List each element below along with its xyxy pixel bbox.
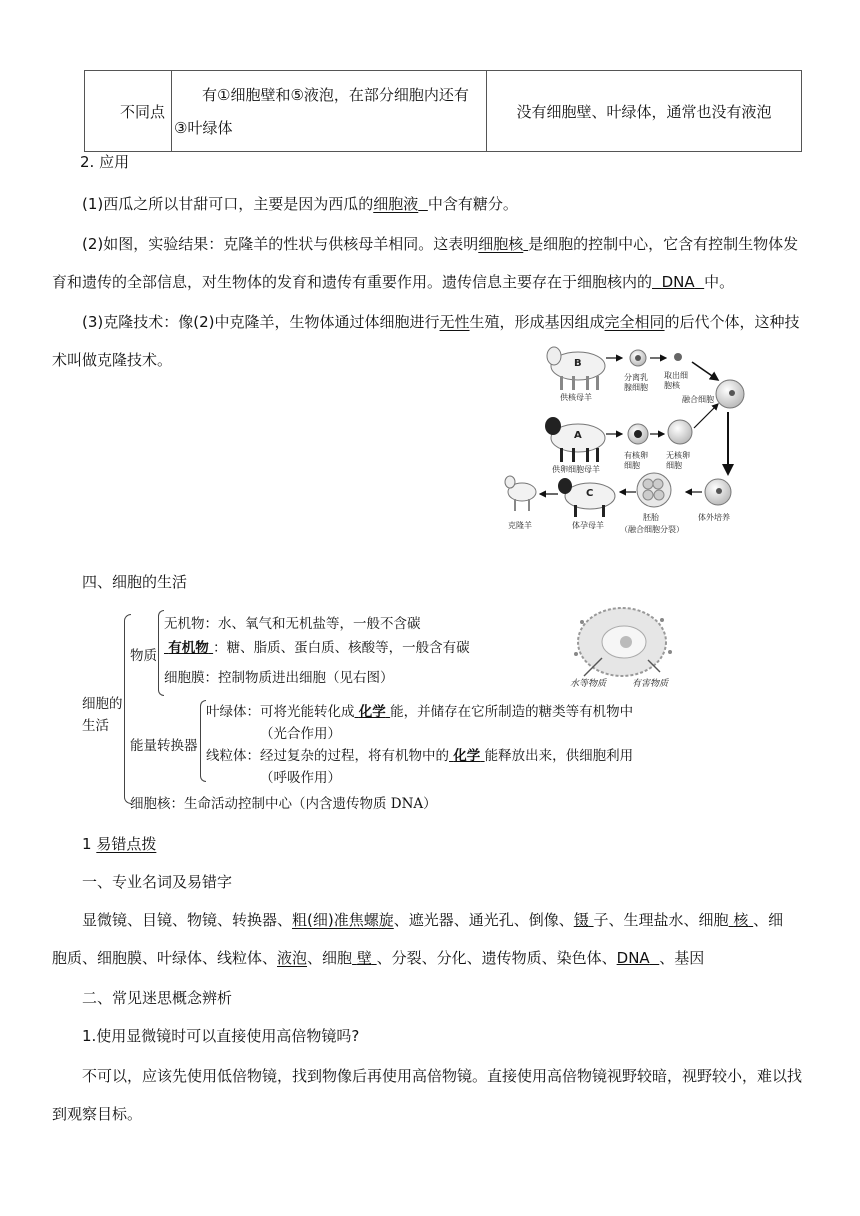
svg-text:供核母羊: 供核母羊 — [560, 393, 592, 402]
svg-text:A: A — [574, 430, 582, 441]
svg-text:细胞: 细胞 — [666, 461, 682, 470]
cell-life-diagram: 细胞的 生活 物质 无机物：水、氧气和无机盐等，一般不含碳 有机物 ：糖、脂质、蛋白质、核酸等，一般含有碳 细胞膜：控制物质进出细胞（见右图） 能量转换器 叶绿体：可将光能转化成 化学 能，并储存在它所制造的糖类等有机物中 （光合作用） 线粒体：经过复杂的过程，将有机物中的 化学 能释放出来，供细胞利用 （呼吸作用） 细胞核：生命活动控制中心（内含遗传物质 DNA） — [82, 604, 692, 814]
cell-membrane-figure — [562, 602, 682, 688]
question-1: 1.使用显微镜时可以直接使用高倍物镜吗? — [82, 1027, 360, 1045]
paragraph-clone-tech: (3)克隆技术：像(2)中克隆羊，生物体通过体细胞进行无性生殖，形成基因组成完全相同的后代个体，这种技 — [82, 313, 800, 331]
underlined-term: 壁 — [356, 949, 372, 967]
subheading-misconceptions: 二、常见迷思概念辨析 — [82, 989, 233, 1007]
comparison-table — [84, 70, 802, 152]
paragraph-clone-result: (2)如图，实验结果：克隆羊的性状与供核母羊相同。这表明细胞核 是细胞的控制中心，它含有控制生物体发 — [82, 235, 799, 253]
blank-answer: 完全相同 — [604, 313, 665, 331]
svg-text:胞核: 胞核 — [664, 381, 680, 390]
paragraph-clone-result-cont: 育和遗传的全部信息，对生物体的发育和遗传有重要作用。遗传信息主要存在于细胞核内的 DNA 中。 — [52, 273, 735, 291]
svg-text:体孕母羊: 体孕母羊 — [572, 521, 604, 530]
underlined-term: 粗(细)准焦螺旋 — [292, 911, 394, 929]
blank-answer: 有机物 — [168, 640, 209, 656]
blank-answer: 无性 — [439, 313, 470, 331]
svg-text:分离乳: 分离乳 — [624, 373, 648, 382]
svg-text:克隆羊: 克隆羊 — [508, 521, 532, 530]
blank-answer: DNA — [661, 273, 695, 291]
svg-text:体外培养: 体外培养 — [698, 513, 730, 522]
table-row — [85, 71, 802, 152]
svg-text:无核卵: 无核卵 — [666, 451, 690, 460]
svg-text:腺细胞: 腺细胞 — [624, 383, 648, 392]
svg-text:有核卵: 有核卵 — [624, 451, 648, 460]
blank-answer: 细胞液 — [373, 195, 419, 213]
svg-text:有害物质: 有害物质 — [632, 679, 669, 688]
underlined-term: DNA — [616, 949, 650, 967]
svg-text:水等物质: 水等物质 — [570, 679, 607, 688]
svg-text:B: B — [574, 358, 582, 369]
paragraph-clone-tech-cont: 术叫做克隆技术。 — [52, 351, 173, 369]
blank-answer: 化学 — [358, 704, 386, 720]
terms-line-2: 胞质、细胞膜、叶绿体、线粒体、液泡、细胞 壁 、分裂、分化、遗传物质、染色体、DNA 、基因 — [52, 949, 705, 967]
embryo-icon — [637, 473, 671, 507]
svg-text:C: C — [586, 488, 594, 499]
svg-text:取出细: 取出细 — [664, 371, 688, 380]
svg-text:供卵细胞母羊: 供卵细胞母羊 — [552, 465, 600, 474]
section-heading-application: 2. 应用 — [80, 153, 130, 171]
animal-cell-diff: 没有细胞壁、叶绿体，通常也没有液泡 — [487, 71, 802, 152]
clone-lamb-icon — [505, 476, 536, 511]
blank-answer: 细胞核 — [478, 235, 524, 253]
svg-text:（融合细胞分裂）: （融合细胞分裂） — [620, 525, 684, 534]
paragraph-watermelon: (1)西瓜之所以甘甜可口，主要是因为西瓜的细胞液 中含有糖分。 — [82, 195, 518, 213]
svg-text:融合细胞: 融合细胞 — [682, 395, 714, 404]
blank-answer: 化学 — [453, 748, 481, 764]
row-label: 不同点 — [85, 71, 172, 152]
underlined-term: 液泡 — [277, 949, 308, 967]
underlined-term: 镊 — [573, 911, 589, 929]
svg-text:胚胎: 胚胎 — [643, 513, 659, 522]
svg-text:细胞: 细胞 — [624, 461, 640, 470]
section-heading-cell-life: 四、细胞的生活 — [82, 573, 188, 591]
underlined-term: 核 — [733, 911, 749, 929]
terms-line-1: 显微镜、目镜、物镜、转换器、粗(细)准焦螺旋、遮光器、通光孔、倒像、镊 子、生理盐水、细胞 核 、细 — [82, 911, 784, 929]
answer-1-line-1: 不可以，应该先使用低倍物镜，找到物像后再使用高倍物镜。直接使用高倍物镜视野较暗，视野较小，难以找 — [82, 1067, 803, 1085]
plant-cell-diff: 有①细胞壁和⑤液泡，在部分细胞内还有 ③叶绿体 — [172, 71, 487, 152]
clone-sheep-figure — [498, 338, 764, 538]
answer-1-line-2: 到观察目标。 — [52, 1105, 143, 1123]
mistakes-heading: 1 易错点拨 — [82, 835, 157, 853]
subheading-terms: 一、专业名词及易错字 — [82, 873, 233, 891]
